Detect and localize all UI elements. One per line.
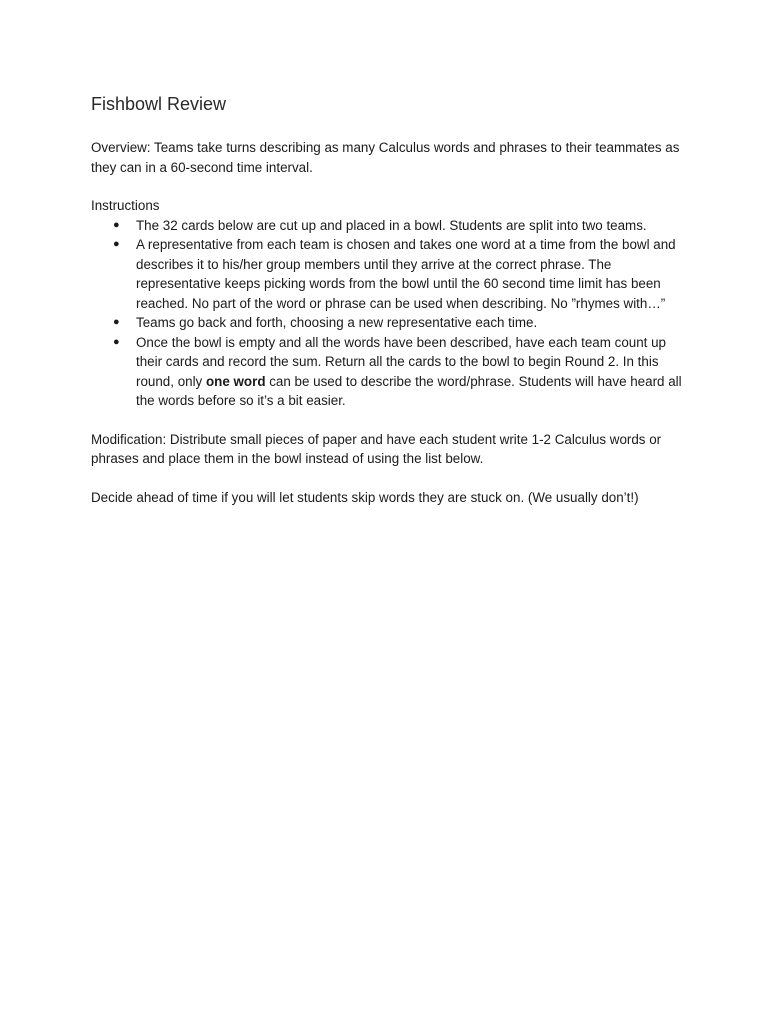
bullet-icon: ● xyxy=(113,335,120,348)
decide-paragraph: Decide ahead of time if you will let students skip words they are stuck on. (We usually don’t!) xyxy=(91,489,639,505)
instruction-item xyxy=(91,235,691,313)
instructions-heading: Instructions xyxy=(91,198,160,213)
instruction-text: The 32 cards below are cut up and placed in a bowl. Students are split into two teams. xyxy=(136,217,647,233)
instruction-text: Teams go back and forth, choosing a new representative each time. xyxy=(136,315,538,330)
instruction-text: A representative from each team is chosen and takes one word at a time from the bowl and describes it to his/her group members until they arrive at the correct phrase. The representative keeps picking words from the bowl until the 60 second time limit has been reached. No part of the word or phrase can be used when describing. No ”rhymes with…” xyxy=(136,237,676,311)
overview-paragraph: Overview: Teams take turns describing as many Calculus words and phrases to their teammates as they can in a 60-second time interval. xyxy=(91,140,680,175)
instruction-item xyxy=(91,313,691,333)
instruction-text-after: can be used to describe the word/phrase. Students will have heard all the words before so it’s a bit easier. xyxy=(136,373,682,408)
instruction-emphasis: one word xyxy=(205,373,266,389)
instruction-item xyxy=(91,333,691,411)
instructions-list xyxy=(91,216,691,411)
document-page xyxy=(91,92,691,526)
document-title: Fishbowl Review xyxy=(91,94,227,114)
bullet-icon: ● xyxy=(113,316,120,328)
bullet-icon: ● xyxy=(113,238,120,250)
bullet-icon: ● xyxy=(113,218,120,231)
instruction-item xyxy=(91,216,691,236)
instruction-text-before: Once the bowl is empty and all the words have been described, have each team count up their cards and record the sum. Return all the cards to the bowl to begin Round 2. In this round, only xyxy=(136,334,666,389)
modification-paragraph: Modification: Distribute small pieces of paper and have each student write 1-2 Calculus words or phrases and place them in the bowl instead of using the list below. xyxy=(91,431,662,466)
